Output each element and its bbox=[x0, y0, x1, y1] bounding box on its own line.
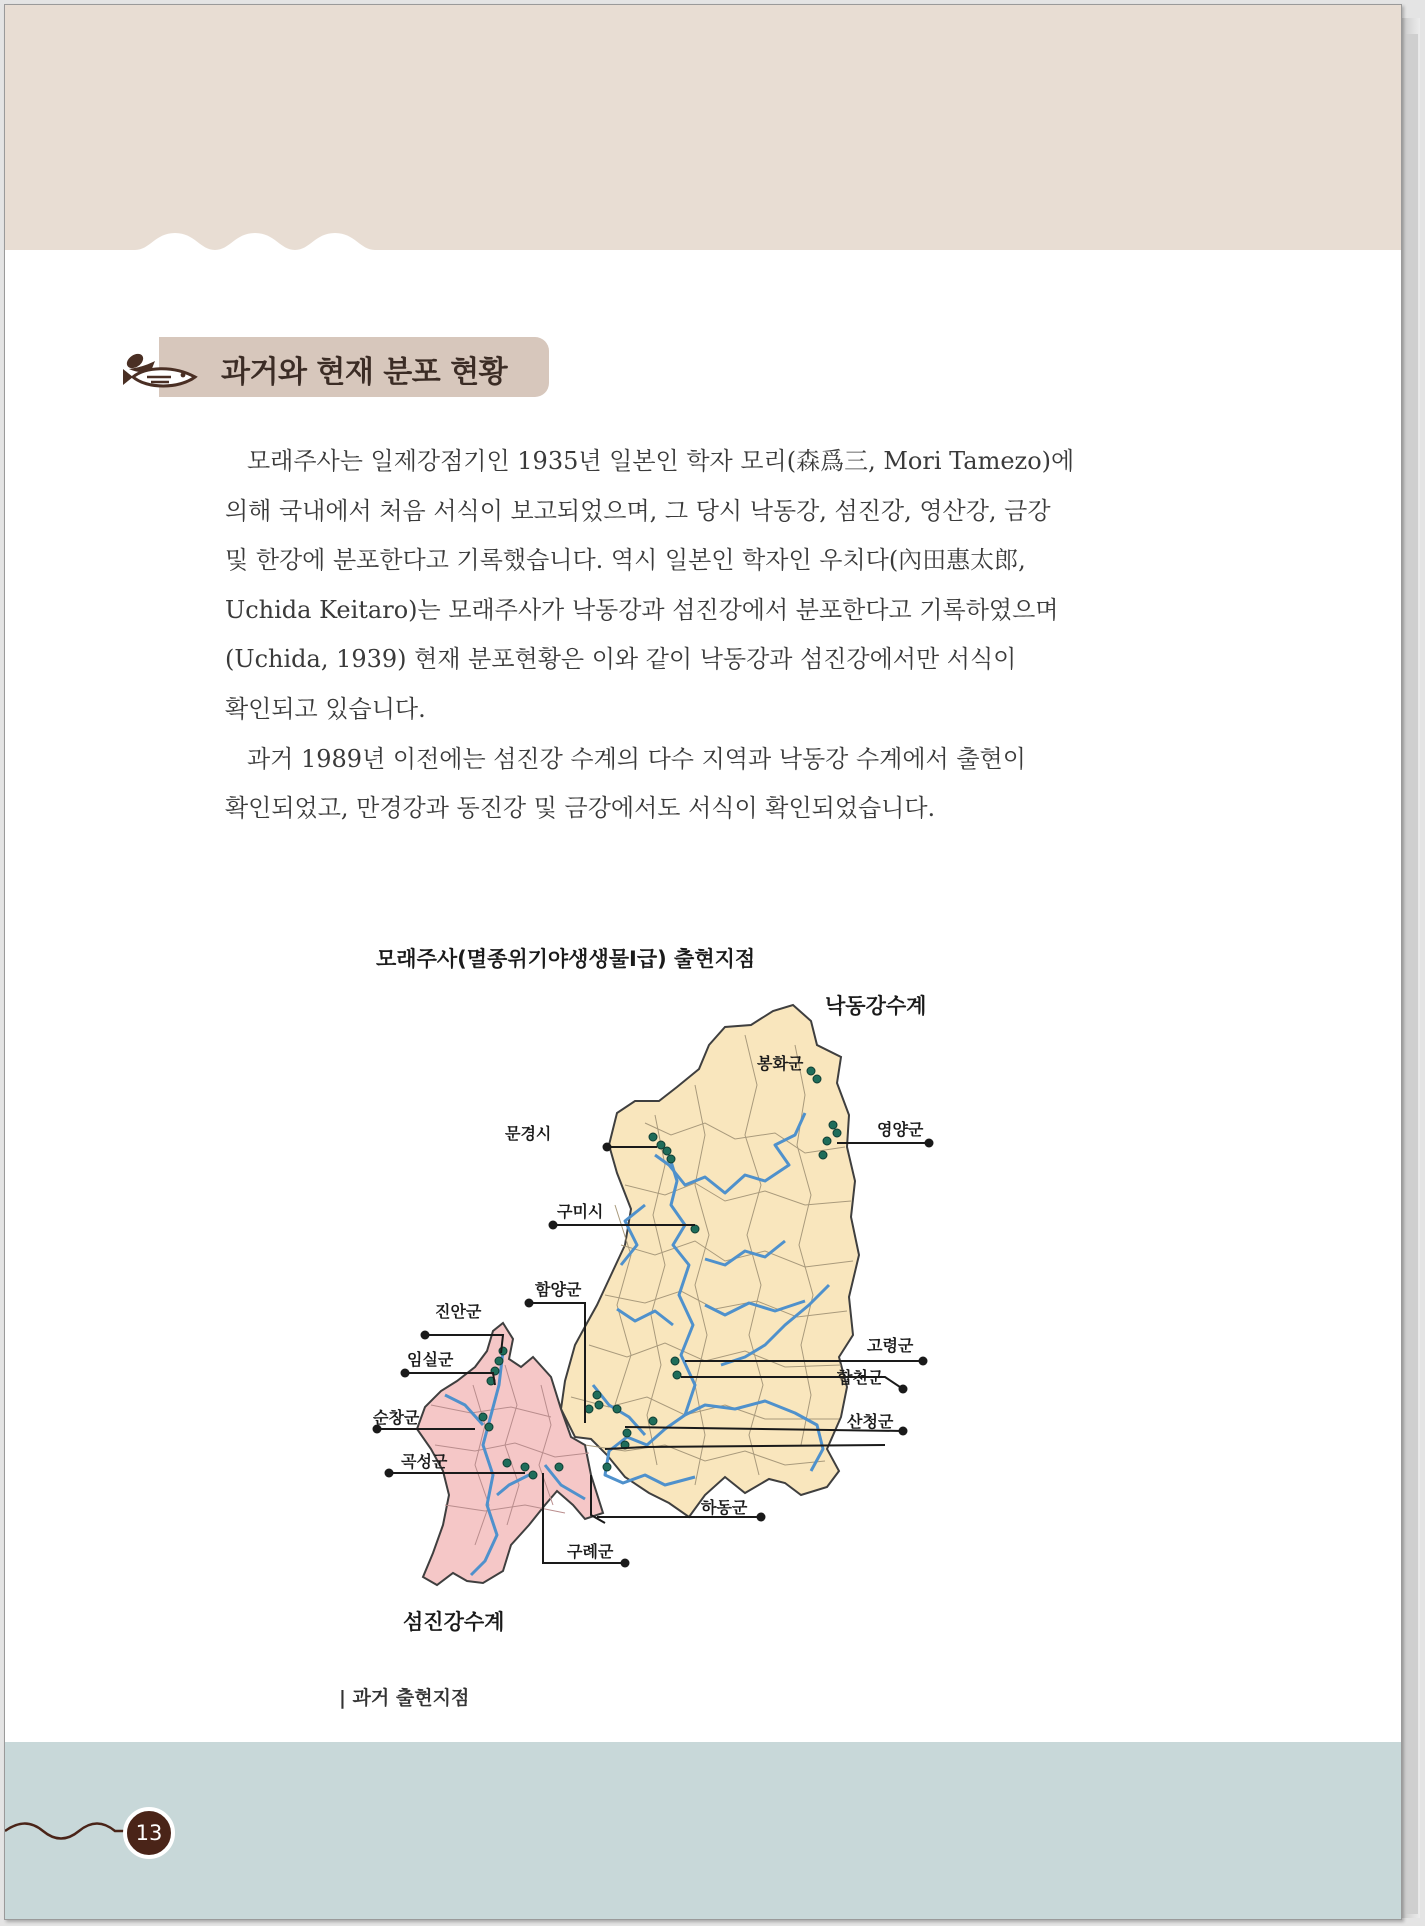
map-title: 모래주사(멸종위기야생생물Ⅰ급) 출현지점 bbox=[376, 947, 756, 971]
body-line: (Uchida, 1939) 현재 분포현황은 이와 같이 낙동강과 섬진강에서만 서식이 bbox=[225, 645, 1017, 674]
distribution-map bbox=[5, 5, 1401, 1705]
label-yeongyang: 영양군 bbox=[877, 1120, 924, 1139]
body-line: 의해 국내에서 처음 서식이 보고되었으며, 그 당시 낙동강, 섬진강, 영산강, 금강 bbox=[225, 496, 1051, 525]
wave-decoration bbox=[5, 1815, 135, 1851]
body-line: 및 한강에 분포한다고 기록했습니다. 역시 일본인 학자인 우치다(內田惠太郎, bbox=[225, 546, 1026, 575]
body-line: 확인되고 있습니다. bbox=[225, 694, 426, 723]
label-bonghwa: 봉화군 bbox=[757, 1054, 804, 1073]
label-gokseong: 곡성군 bbox=[401, 1452, 448, 1471]
body-line: 확인되었고, 만경강과 동진강 및 금강에서도 서식이 확인되었습니다. bbox=[225, 794, 936, 823]
label-seomjin-basin: 섬진강수계 bbox=[403, 1610, 505, 1634]
map-caption: | 과거 출현지점 bbox=[339, 1687, 470, 1709]
page-edge-shadow-inner bbox=[1404, 34, 1418, 1914]
label-goryeong: 고령군 bbox=[867, 1336, 914, 1355]
book-page bbox=[4, 4, 1402, 1920]
bottom-footer-band bbox=[5, 1742, 1401, 1919]
label-sunchang: 순창군 bbox=[373, 1408, 420, 1427]
label-jinan: 진안군 bbox=[435, 1302, 482, 1321]
body-line: 과거 1989년 이전에는 섬진강 수계의 다수 지역과 낙동강 수계에서 출현이 bbox=[247, 744, 1026, 773]
label-sancheong: 산청군 bbox=[847, 1412, 894, 1431]
label-hadong: 하동군 bbox=[701, 1498, 748, 1517]
section-heading: 과거와 현재 분포 현황 bbox=[221, 355, 508, 390]
label-nakdong-basin: 낙동강수계 bbox=[825, 994, 927, 1018]
label-hamyang: 함양군 bbox=[535, 1280, 582, 1299]
label-gumi: 구미시 bbox=[557, 1202, 604, 1221]
body-line: Uchida Keitaro)는 모래주사가 낙동강과 섬진강에서 분포한다고 기록하였으며 bbox=[225, 595, 1059, 624]
page-number: 13 bbox=[123, 1807, 175, 1859]
label-gurye: 구례군 bbox=[567, 1542, 614, 1561]
body-line: 모래주사는 일제강점기인 1935년 일본인 학자 모리(森爲三, Mori Tamezo)에 bbox=[247, 447, 1075, 475]
label-hapcheon: 합천군 bbox=[837, 1368, 884, 1387]
label-mungyeong: 문경시 bbox=[505, 1124, 552, 1143]
label-imsil: 임실군 bbox=[407, 1350, 454, 1369]
